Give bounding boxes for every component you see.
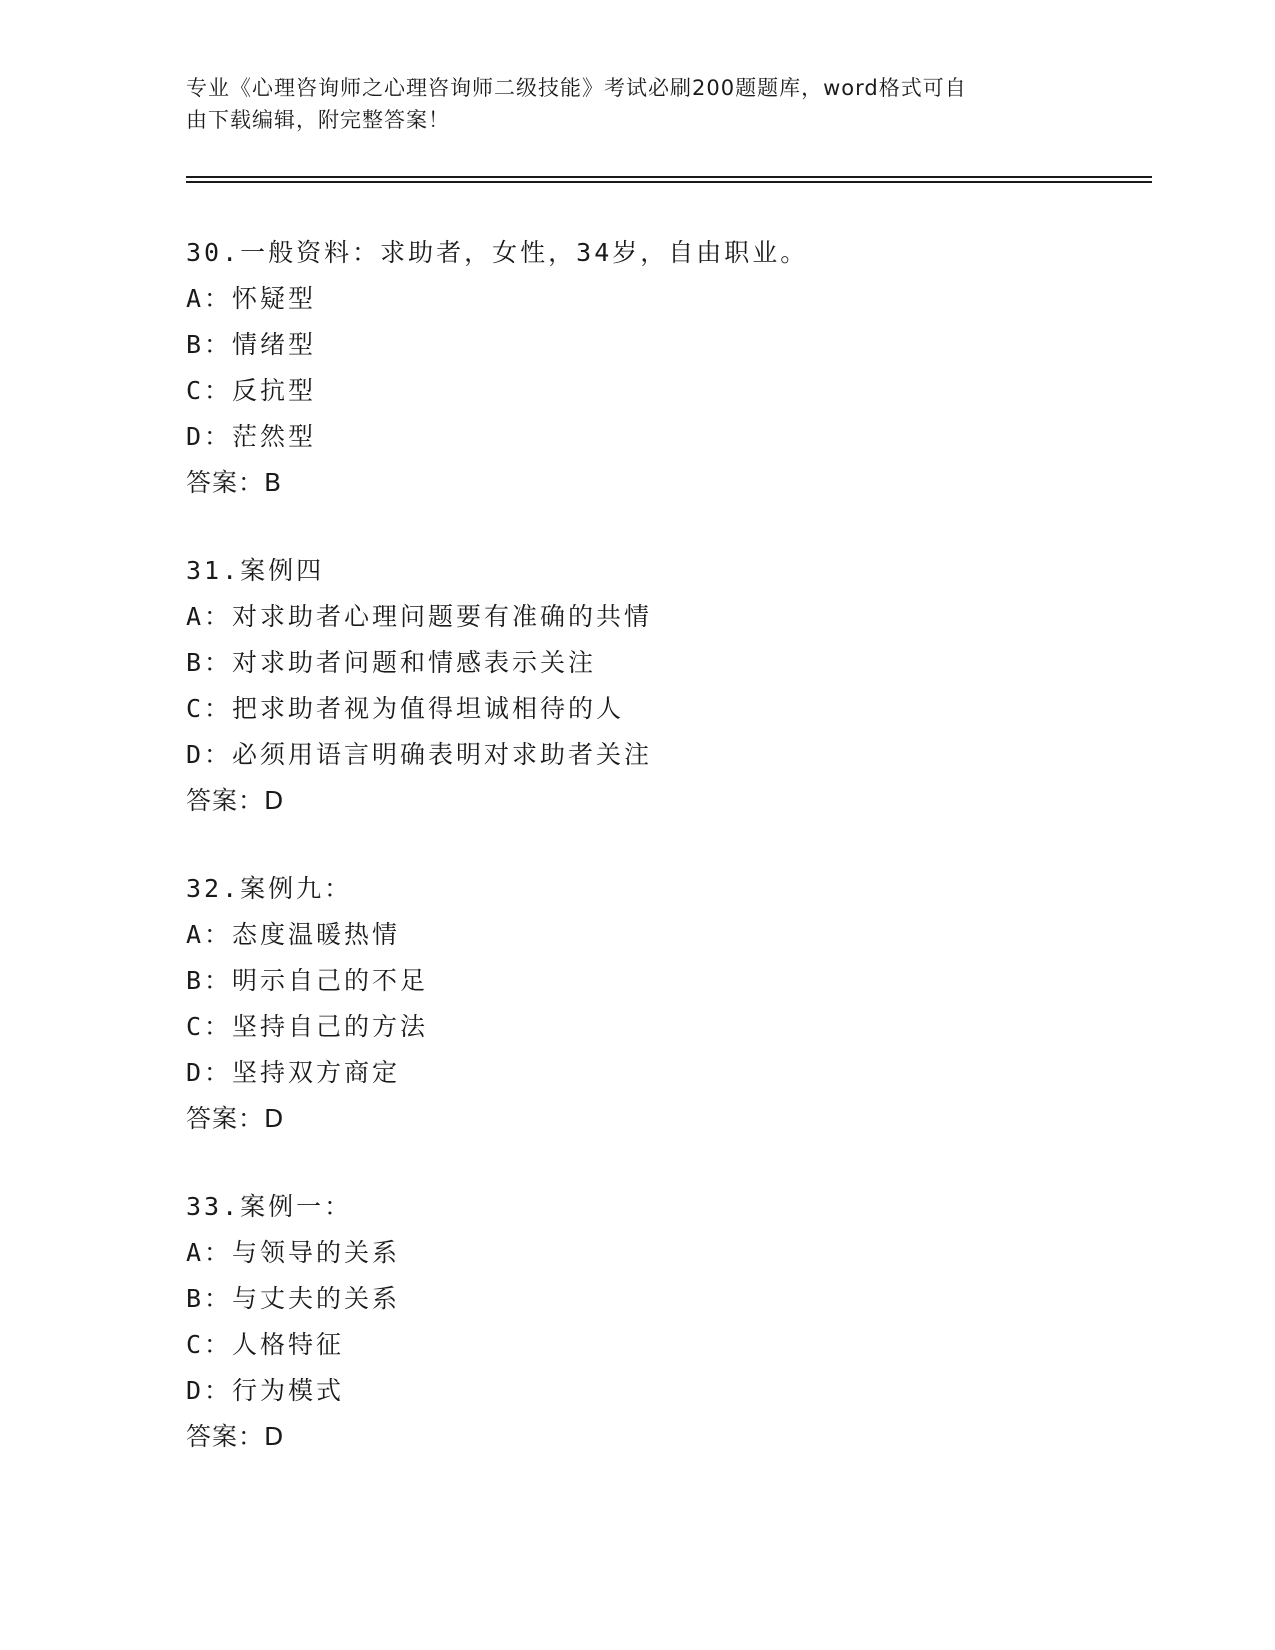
answer: 答案：D (186, 1104, 285, 1133)
option-c: C：人格特征 (186, 1330, 345, 1359)
option-b: B：情绪型 (186, 330, 317, 359)
option-d: D：行为模式 (186, 1376, 345, 1405)
option-d: D：坚持双方商定 (186, 1058, 401, 1087)
header-line-1: 专业《心理咨询师之心理咨询师二级技能》考试必刷200题题库，word格式可自 (186, 76, 967, 100)
option-b: B：明示自己的不足 (186, 966, 429, 995)
answer: 答案：D (186, 786, 285, 815)
header-rule-bottom (186, 181, 1152, 183)
header-line-2: 由下载编辑，附完整答案！ (186, 108, 450, 132)
question-stem: 33.案例一： (186, 1192, 353, 1221)
option-a: A：态度温暖热情 (186, 920, 401, 949)
option-b: B：与丈夫的关系 (186, 1284, 401, 1313)
question-31 (186, 548, 1166, 824)
question-30 (186, 230, 1166, 506)
document-header (186, 72, 1066, 136)
header-rule-top (186, 176, 1152, 178)
question-stem: 31.案例四 (186, 556, 325, 585)
option-c: C：反抗型 (186, 376, 317, 405)
option-a: A：怀疑型 (186, 284, 317, 313)
option-d: D：茫然型 (186, 422, 317, 451)
question-stem: 32.案例九： (186, 874, 353, 903)
option-c: C：坚持自己的方法 (186, 1012, 429, 1041)
option-b: B：对求助者问题和情感表示关注 (186, 648, 597, 677)
question-stem: 30.一般资料：求助者，女性，34岁，自由职业。 (186, 238, 809, 267)
question-33 (186, 1184, 1166, 1460)
option-a: A：对求助者心理问题要有准确的共情 (186, 602, 653, 631)
answer: 答案：D (186, 1422, 285, 1451)
question-32 (186, 866, 1166, 1142)
answer: 答案：B (186, 468, 283, 497)
option-c: C：把求助者视为值得坦诚相待的人 (186, 694, 625, 723)
option-a: A：与领导的关系 (186, 1238, 401, 1267)
option-d: D：必须用语言明确表明对求助者关注 (186, 740, 653, 769)
